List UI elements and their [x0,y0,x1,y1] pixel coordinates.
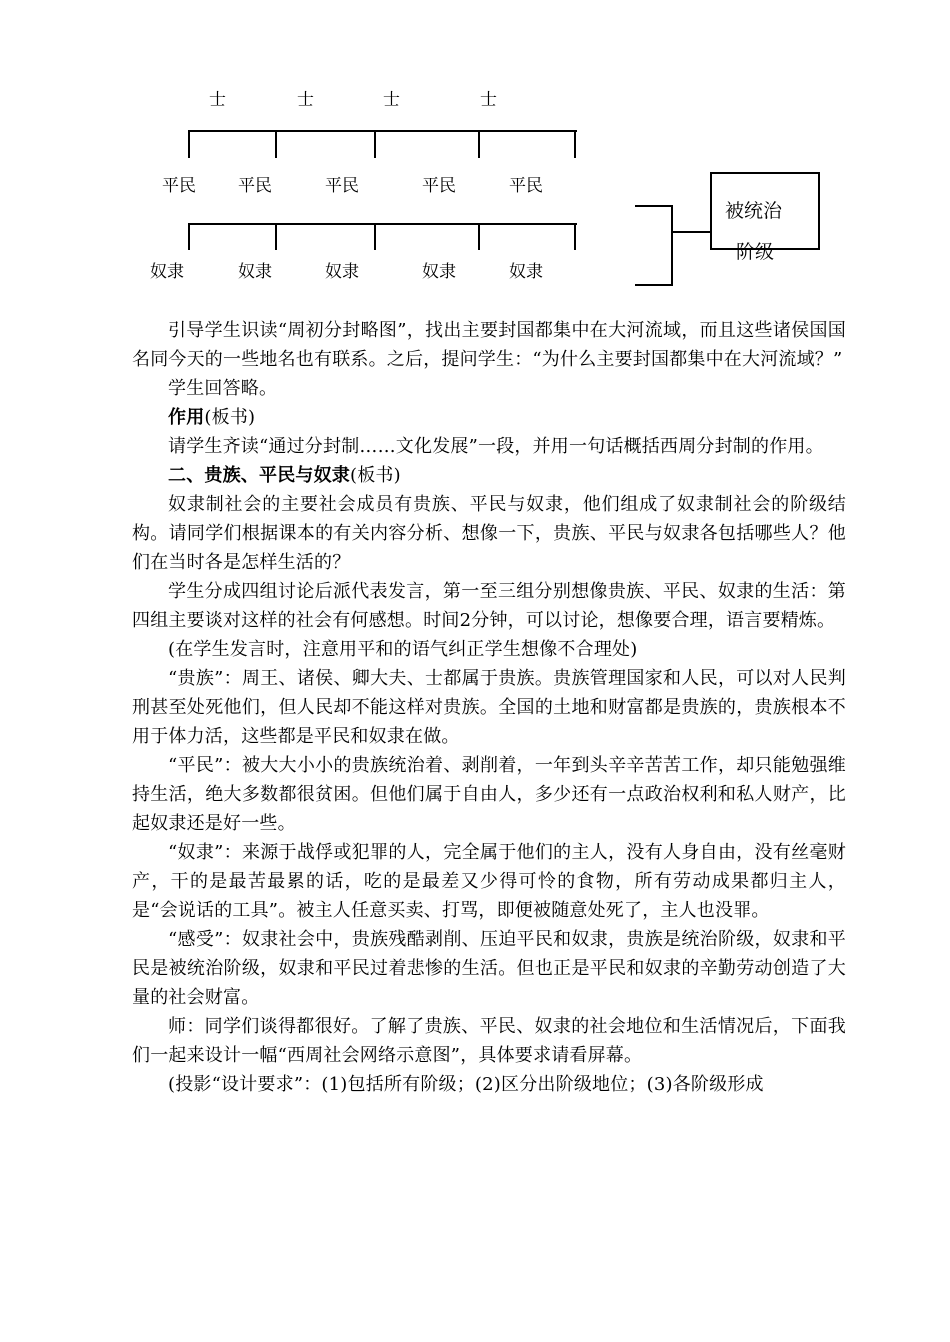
bracket-tick [275,130,277,158]
right-bracket-bottom [635,284,673,286]
bracket-tick [374,130,376,158]
nuli-label: 奴隶 [422,262,456,282]
right-bracket-connector [671,231,712,233]
pingmin-label: 平民 [325,176,359,196]
bracket-tick [374,223,376,250]
pingmin-label: 平民 [509,176,543,196]
pingmin-label: 平民 [422,176,456,196]
pingmin-label: 平民 [162,176,196,196]
bracket-line [188,130,577,132]
paragraph: 引导学生识读“周初分封略图”，找出主要封国都集中在大河流域，而且这些诸侯国国名同今天的一些地名也有联系。之后，提问学生：“为什么主要封国都集中在大河流域？” [132,320,846,370]
paragraph: 师：同学们谈得都很好。了解了贵族、平民、奴隶的社会地位和生活情况后，下面我们一起来设计一幅“西周社会网络示意图”，具体要求请看屏幕。 [132,1016,846,1066]
nuli-label: 奴隶 [325,262,359,282]
nuli-label: 奴隶 [150,262,184,282]
heading-bold: 二、贵族、平民与奴隶 [168,465,350,486]
class-hierarchy-diagram [0,0,950,300]
bracket-tick [188,130,190,158]
heading-bold: 作用 [168,407,205,428]
paragraph: 奴隶制社会的主要社会成员有贵族、平民与奴隶，他们组成了奴隶制社会的阶级结构。请同学们根据课本的有关内容分析、想像一下，贵族、平民与奴隶各包括哪些人？他们在当时各是怎样生活的？ [132,494,846,573]
shi-label: 士 [383,90,400,110]
section-heading-zuoyong [132,403,846,432]
bracket-tick [188,223,190,250]
nuli-label: 奴隶 [238,262,272,282]
heading-note: (板书) [350,465,401,486]
bracket-tick [574,223,576,250]
paragraph: “感受”：奴隶社会中，贵族残酷剥削、压迫平民和奴隶，贵族是统治阶级，奴隶和平民是被统治阶级，奴隶和平民过着悲惨的生活。但也正是平民和奴隶的辛勤劳动创造了大量的社会财富。 [132,929,846,1008]
bracket-line [188,223,577,225]
right-bracket-spine [671,205,673,286]
bracket-tick [574,130,576,158]
section-heading-classes [132,461,846,490]
paragraph: 学生分成四组讨论后派代表发言，第一至三组分别想像贵族、平民、奴隶的生活：第四组主要谈对这样的社会有何感想。时间2分钟，可以讨论，想像要合理，语言要精炼。 [132,581,846,631]
paragraph: 学生回答略。 [168,378,278,399]
box-label-line2: 阶级 [736,241,775,263]
paragraph: 请学生齐读“通过分封制……文化发展”一段，并用一句话概括西周分封制的作用。 [168,436,824,457]
heading-note: (板书) [204,407,256,428]
paragraph: “奴隶”：来源于战俘或犯罪的人，完全属于他们的主人，没有人身自由，没有丝毫财产，干的是最苦最累的话，吃的是最差又少得可怜的食物，所有劳动成果都归主人，是“会说话的工具”。被主人任意买卖、打骂，即便被随意处死了，主人也没罪。 [132,842,846,921]
paragraph: (投影“设计要求”：(1)包括所有阶级；(2)区分出阶级地位；(3)各阶级形成 [168,1074,764,1095]
nuli-label: 奴隶 [509,262,543,282]
shi-label: 士 [297,90,314,110]
paragraph: (在学生发言时，注意用平和的语气纠正学生想像不合理处) [168,639,638,660]
lesson-text [132,316,846,1099]
bracket-tick [478,130,480,158]
shi-label: 士 [480,90,497,110]
right-bracket-top [635,205,673,207]
shi-label: 士 [209,90,226,110]
pingmin-label: 平民 [238,176,272,196]
box-label-line1: 被统治 [725,200,783,222]
paragraph: “平民”：被大大小小的贵族统治着、剥削着，一年到头辛辛苦苦工作，却只能勉强维持生活，绝大多数都很贫困。但他们属于自由人，多少还有一点政治权利和私人财产，比起奴隶还是好一些。 [132,755,846,834]
bracket-tick [275,223,277,250]
bracket-tick [478,223,480,250]
paragraph: “贵族”：周王、诸侯、卿大夫、士都属于贵族。贵族管理国家和人民，可以对人民判刑甚至处死他们，但人民却不能这样对贵族。全国的土地和财富都是贵族的，贵族根本不用于体力活，这些都是平民和奴隶在做。 [132,668,846,747]
